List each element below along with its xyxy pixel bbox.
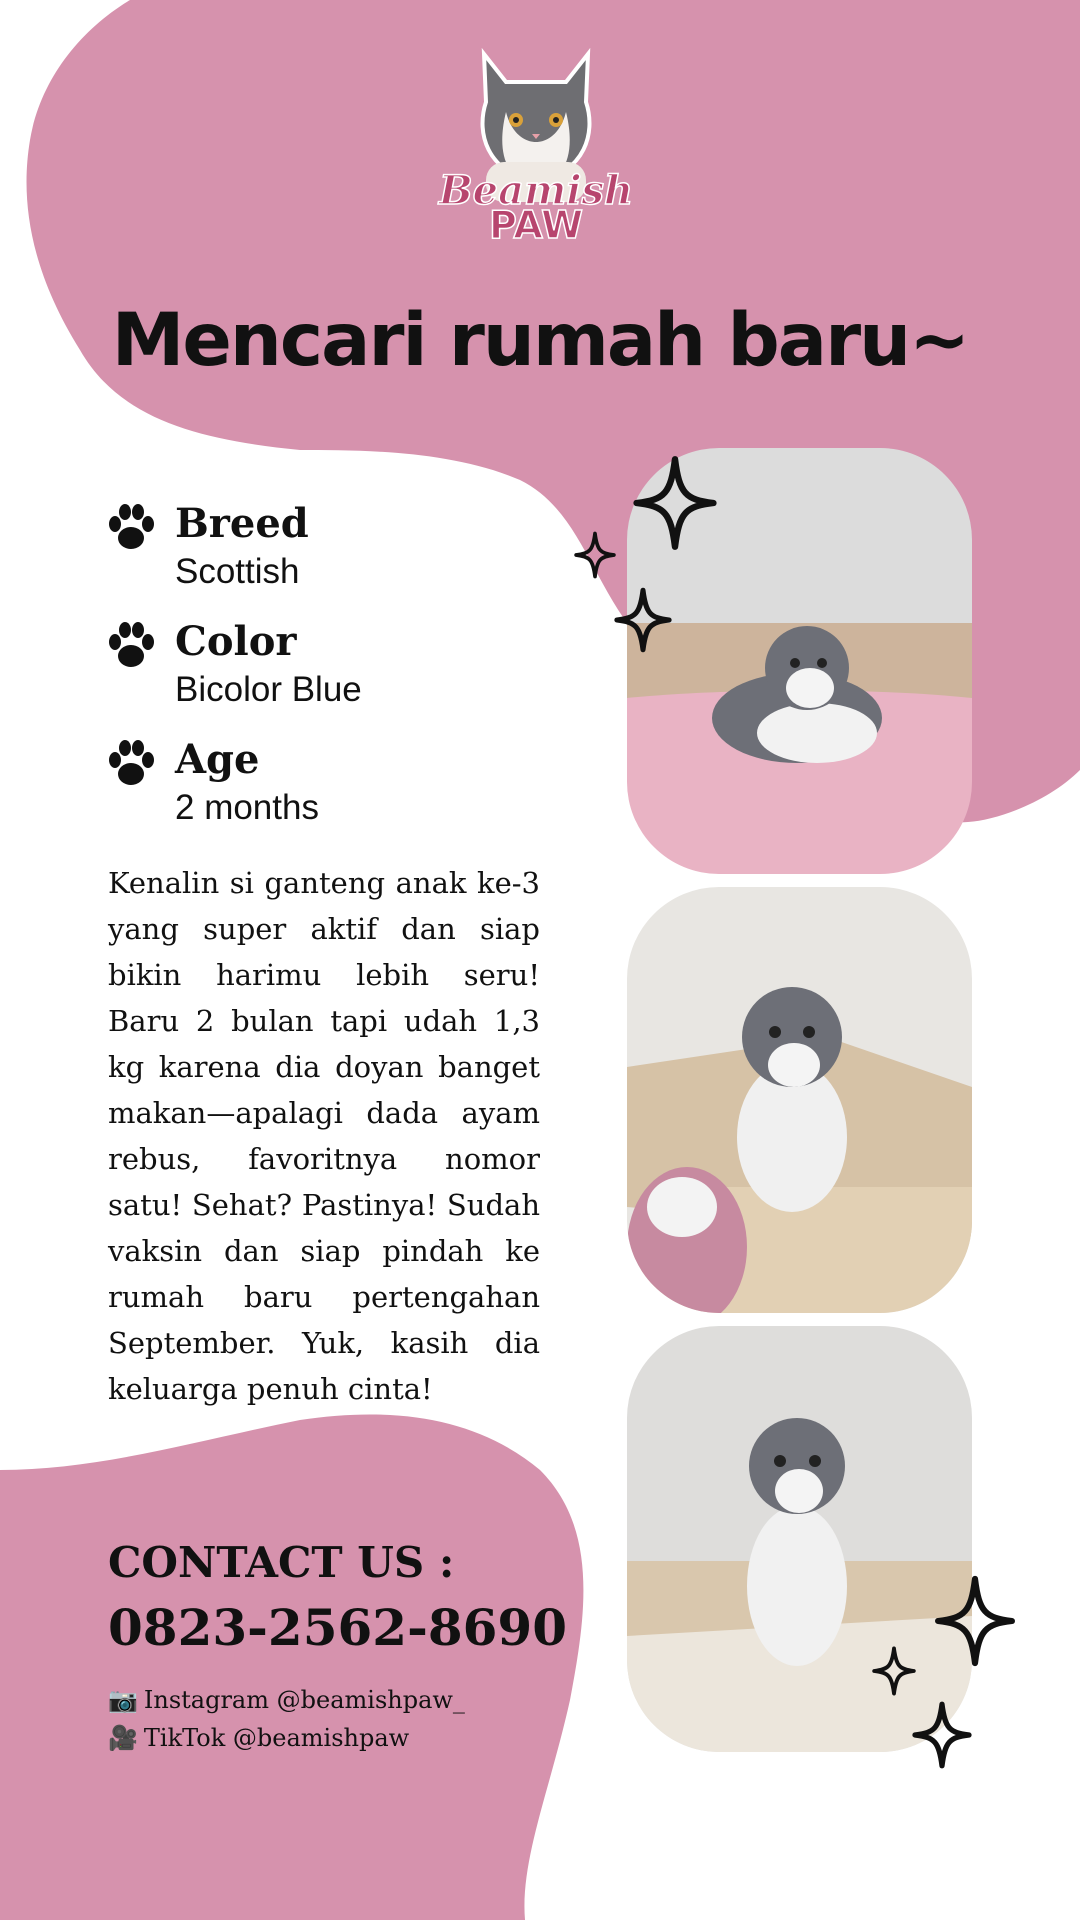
tiktok-link[interactable] xyxy=(108,1724,409,1752)
age-label: Age xyxy=(175,736,260,783)
paw-icon xyxy=(105,502,157,554)
sparkle-icon xyxy=(632,455,718,551)
instagram-link[interactable] xyxy=(108,1686,465,1714)
color-label: Color xyxy=(175,618,297,665)
headline: Mencari rumah baru~ xyxy=(111,298,969,383)
kitten-photo-2 xyxy=(627,887,972,1313)
instagram-handle: Instagram @beamishpaw_ xyxy=(143,1686,465,1714)
sparkle-icon xyxy=(614,585,672,655)
sparkle-icon xyxy=(934,1573,1016,1669)
age-value: 2 months xyxy=(175,788,319,827)
contact-title: CONTACT US : xyxy=(108,1538,455,1587)
video-camera-icon: 🎥 xyxy=(108,1724,138,1752)
camera-icon: 📷 xyxy=(108,1686,138,1714)
kitten-photo-3 xyxy=(627,1326,972,1752)
sparkle-icon xyxy=(574,530,616,580)
description-text: Kenalin si ganteng anak ke-3 yang super aktif dan siap bikin harimu lebih seru! Baru 2 bulan tapi udah 1,3 kg karena dia doyan banget makan—apalagi dada ayam rebus, favoritnya nomor satu! Sehat? Pastinya! Sudah vaksin dan siap pindah ke rumah baru pertengahan September. Yuk, kasih dia keluarga penuh cinta! xyxy=(108,866,540,1406)
brand-logo xyxy=(436,42,636,242)
tiktok-handle: TikTok @beamishpaw xyxy=(143,1724,410,1752)
sparkle-icon xyxy=(912,1700,972,1770)
logo-line2: PAW xyxy=(489,203,583,242)
paw-icon xyxy=(105,620,157,672)
color-value: Bicolor Blue xyxy=(175,670,362,709)
breed-value: Scottish xyxy=(175,552,300,591)
breed-label: Breed xyxy=(175,500,309,547)
logo-line1: Beamish xyxy=(438,167,634,214)
sparkle-icon xyxy=(872,1645,916,1697)
bottom-pink-blob xyxy=(0,1414,583,1920)
phone-number[interactable]: 0823-2562-8690 xyxy=(108,1598,567,1657)
paw-icon xyxy=(105,738,157,790)
